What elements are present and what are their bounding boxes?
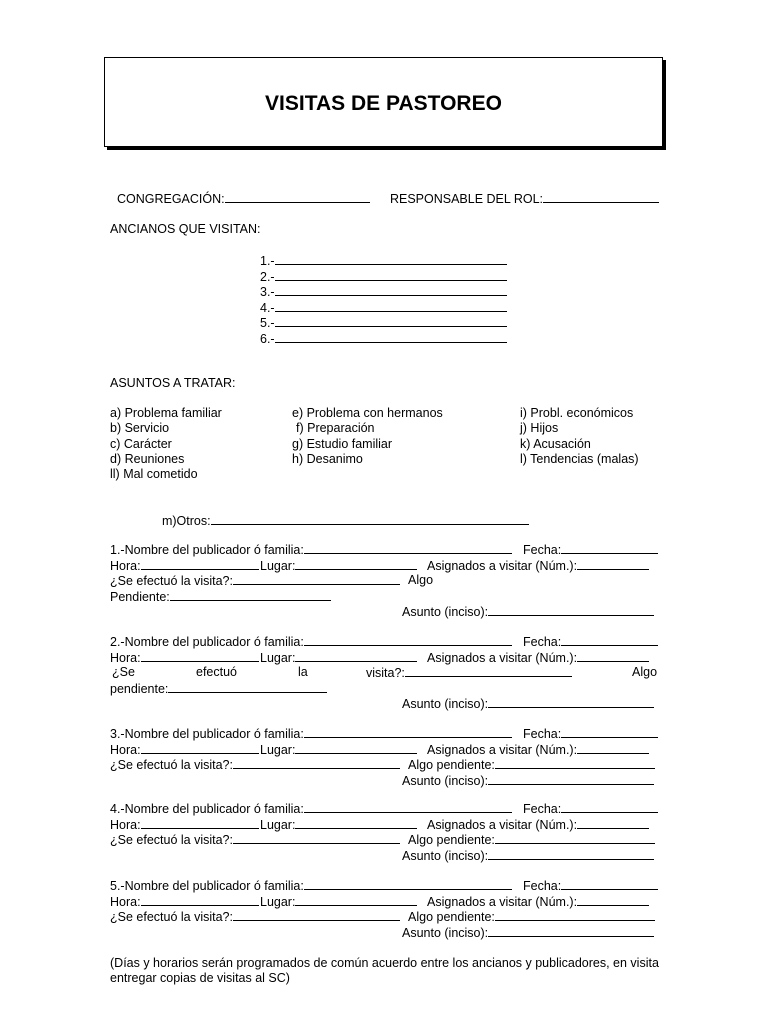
congregacion-field[interactable] (110, 176, 370, 207)
visit-efectuo-field[interactable] (110, 573, 400, 589)
visit-lugar-field-blank[interactable] (295, 650, 417, 662)
visit-fecha-field-blank[interactable] (561, 878, 658, 890)
visit-algo-pendiente-field-label: Algo pendiente: (408, 910, 495, 924)
visit-hora-field[interactable] (110, 650, 259, 666)
visit-efectuo-field-label: visita?: (366, 666, 405, 680)
visit-fecha-field-blank[interactable] (561, 634, 658, 646)
visit-asunto-field[interactable] (402, 848, 654, 864)
visit-hora-field[interactable] (110, 817, 259, 833)
anciano-blank[interactable] (275, 269, 507, 281)
visit-hora-field-blank[interactable] (141, 650, 259, 662)
visit-algo-pendiente-field-blank[interactable] (495, 757, 655, 769)
visit-fecha-field[interactable] (523, 878, 658, 894)
visit-asunto-field-label: Asunto (inciso): (402, 925, 489, 940)
anciano-number: 2.- (260, 269, 275, 284)
visit-algo-pendiente-field-label: Algo pendiente: (408, 833, 495, 847)
anciano-line[interactable] (260, 331, 507, 347)
visit-lugar-field[interactable] (260, 742, 417, 758)
anciano-blank[interactable] (275, 284, 507, 296)
anciano-line[interactable] (260, 269, 507, 285)
visit-nombre-field-blank[interactable] (304, 634, 512, 646)
visit-hora-field-blank[interactable] (141, 558, 259, 570)
congregacion-label: CONGREGACIÓN: (116, 192, 225, 206)
visit-asunto-field[interactable] (402, 696, 654, 712)
visit-fecha-field-label: Fecha: (523, 727, 562, 741)
asunto-option: h) Desanimo (292, 451, 363, 466)
visit-fecha-field-label: Fecha: (523, 635, 562, 649)
visit-lugar-field-label: Lugar: (260, 650, 296, 665)
visit-hora-field-blank[interactable] (141, 817, 259, 829)
visit-hora-field[interactable] (110, 894, 259, 910)
visit-asunto-field[interactable] (402, 925, 654, 941)
visit-efectuo-field-blank[interactable] (405, 665, 572, 677)
visit-nombre-field[interactable] (110, 542, 512, 558)
visit-nombre-field[interactable] (110, 726, 512, 742)
visit-lugar-field-blank[interactable] (295, 558, 417, 570)
visit-efectuo-field-blank[interactable] (233, 909, 400, 921)
visit-lugar-field-label: Lugar: (260, 817, 296, 832)
asunto-option: e) Problema con hermanos (292, 406, 443, 420)
visit-la-word: la (298, 665, 308, 679)
visit-fecha-field-label: Fecha: (523, 802, 562, 816)
visit-asunto-field-label: Asunto (inciso): (402, 605, 489, 619)
visit-asignados-field[interactable] (427, 817, 649, 833)
footer-note: (Días y horarios serán programados de común acuerdo entre los ancianos y publicadores, en visita entregar copias de visitas al SC) (110, 956, 659, 985)
visit-efectuo-word: efectuó (196, 665, 238, 679)
visit-asignados-field[interactable] (427, 894, 649, 910)
visit-efectuo-field-blank[interactable] (233, 757, 400, 769)
visit-hora-field[interactable] (110, 558, 259, 574)
anciano-blank[interactable] (275, 315, 507, 327)
asunto-option: d) Reuniones (110, 451, 185, 466)
asunto-option: g) Estudio familiar (292, 436, 393, 451)
visit-asignados-field-blank[interactable] (577, 558, 649, 570)
visit-fecha-field[interactable] (523, 542, 658, 558)
ancianos-label: ANCIANOS QUE VISITAN: (110, 222, 261, 236)
otros-label: m)Otros: (161, 514, 211, 528)
visit-fecha-field[interactable] (523, 801, 658, 817)
visit-algo-label: Algo (408, 573, 434, 587)
visit-efectuo-field[interactable] (366, 665, 572, 681)
visit-pendiente-field-label: pendiente: (110, 681, 169, 696)
visit-fecha-field-blank[interactable] (561, 726, 658, 738)
anciano-line[interactable] (260, 315, 507, 331)
asunto-option: ll) Mal cometido (110, 467, 198, 482)
anciano-line[interactable] (260, 253, 507, 269)
visit-asignados-field-label: Asignados a visitar (Núm.): (427, 817, 578, 832)
visit-asignados-field-blank[interactable] (577, 817, 649, 829)
visit-algo-label: Algo (632, 665, 658, 679)
visit-efectuo-field-label: ¿Se efectuó la visita?: (110, 833, 233, 847)
visit-algo-pendiente-field[interactable] (408, 832, 655, 848)
visit-lugar-field-blank[interactable] (295, 817, 417, 829)
visit-asunto-field-blank[interactable] (488, 848, 654, 860)
visit-pendiente-field[interactable] (110, 589, 331, 605)
visit-efectuo-field[interactable] (110, 757, 400, 773)
visit-asunto-field[interactable] (402, 604, 654, 620)
visit-efectuo-field-label: ¿Se efectuó la visita?: (110, 758, 233, 772)
anciano-number: 4.- (260, 300, 275, 315)
visit-nombre-field-number: 4 (110, 802, 117, 816)
anciano-blank[interactable] (275, 331, 507, 343)
anciano-line[interactable] (260, 284, 507, 300)
page-title: VISITAS DE PASTOREO (265, 92, 502, 115)
visit-efectuo-field-blank[interactable] (233, 573, 400, 585)
visit-nombre-field-number: 1 (110, 543, 117, 557)
visit-hora-field-label: Hora: (110, 817, 141, 832)
visit-nombre-field-number: 3 (110, 727, 117, 741)
visit-nombre-field-label: .-Nombre del publicador ó familia: (116, 543, 304, 557)
otros-field[interactable] (155, 498, 529, 529)
visit-asunto-field-label: Asunto (inciso): (402, 848, 489, 863)
visit-asignados-field-blank[interactable] (577, 894, 649, 906)
anciano-blank[interactable] (275, 300, 507, 312)
visit-fecha-field-blank[interactable] (561, 801, 658, 813)
anciano-number: 3.- (260, 285, 275, 299)
visit-hora-field-label: Hora: (110, 558, 141, 573)
visit-fecha-field[interactable] (523, 726, 658, 742)
visit-pendiente-field-label: Pendiente: (110, 589, 170, 604)
otros-blank[interactable] (211, 513, 529, 525)
asunto-option: b) Servicio (110, 421, 170, 436)
visit-asunto-field-blank[interactable] (488, 696, 654, 708)
responsable-field[interactable] (383, 176, 659, 207)
visit-hora-field-blank[interactable] (141, 894, 259, 906)
visit-lugar-field[interactable] (260, 894, 417, 910)
asunto-option: c) Carácter (110, 436, 172, 451)
visit-nombre-field-number: 2 (110, 635, 117, 649)
visit-fecha-field-label: Fecha: (523, 543, 562, 557)
anciano-line[interactable] (260, 300, 507, 316)
anciano-number: 5.- (260, 316, 275, 330)
asunto-option: i) Probl. económicos (520, 406, 634, 420)
visit-nombre-field-label: .-Nombre del publicador ó familia: (116, 879, 304, 893)
visit-efectuo-field-blank[interactable] (233, 832, 400, 844)
visit-algo-pendiente-field-label: Algo pendiente: (408, 758, 495, 772)
responsable-blank[interactable] (543, 191, 659, 203)
visit-asunto-field-blank[interactable] (488, 773, 654, 785)
visit-lugar-field[interactable] (260, 558, 417, 574)
visit-lugar-field-label: Lugar: (260, 558, 296, 573)
visit-hora-field-blank[interactable] (141, 742, 259, 754)
visit-asignados-field-label: Asignados a visitar (Núm.): (427, 650, 578, 665)
visit-asignados-field[interactable] (427, 558, 649, 574)
asunto-option: a) Problema familiar (110, 406, 222, 420)
visit-nombre-field[interactable] (110, 878, 512, 894)
visit-pendiente-field-blank[interactable] (170, 589, 331, 601)
visit-asignados-field[interactable] (427, 742, 649, 758)
responsable-label: RESPONSABLE DEL ROL: (389, 192, 544, 206)
visit-algo-pendiente-field-blank[interactable] (495, 909, 655, 921)
visit-asunto-field-blank[interactable] (488, 604, 654, 616)
visit-lugar-field-label: Lugar: (260, 894, 296, 909)
anciano-number: 6.- (260, 331, 275, 346)
asunto-option: k) Acusación (520, 436, 591, 451)
visit-fecha-field-label: Fecha: (523, 879, 562, 893)
visit-asignados-field-label: Asignados a visitar (Núm.): (427, 894, 578, 909)
visit-hora-field-label: Hora: (110, 894, 141, 909)
visit-lugar-field-label: Lugar: (260, 742, 296, 757)
visit-asunto-field[interactable] (402, 773, 654, 789)
visit-asignados-field-label: Asignados a visitar (Núm.): (427, 742, 578, 757)
anciano-number: 1.- (260, 254, 275, 268)
visit-nombre-field[interactable] (110, 801, 512, 817)
visit-hora-field[interactable] (110, 742, 259, 758)
visit-lugar-field-blank[interactable] (295, 894, 417, 906)
visit-nombre-field[interactable] (110, 634, 512, 650)
anciano-blank[interactable] (275, 253, 507, 265)
visit-nombre-field-blank[interactable] (304, 542, 512, 554)
visit-efectuo-field[interactable] (110, 909, 400, 925)
congregacion-blank[interactable] (225, 191, 370, 203)
visit-asunto-field-blank[interactable] (488, 925, 654, 937)
visit-nombre-field-label: .-Nombre del publicador ó familia: (116, 635, 304, 649)
visit-nombre-field-label: .-Nombre del publicador ó familia: (116, 727, 304, 741)
asuntos-label: ASUNTOS A TRATAR: (110, 376, 236, 390)
visit-fecha-field[interactable] (523, 634, 658, 650)
visit-nombre-field-blank[interactable] (304, 726, 512, 738)
visit-algo-pendiente-field[interactable] (408, 909, 655, 925)
visit-asignados-field-label: Asignados a visitar (Núm.): (427, 558, 578, 573)
visit-asignados-field-blank[interactable] (577, 650, 649, 662)
visit-pendiente-field[interactable] (110, 681, 327, 697)
visit-nombre-field-number: 5 (110, 879, 117, 893)
asunto-option: j) Hijos (520, 421, 559, 436)
visit-asignados-field-blank[interactable] (577, 742, 649, 754)
visit-hora-field-label: Hora: (110, 650, 141, 665)
asunto-option: f) Preparación (296, 421, 375, 436)
visit-fecha-field-blank[interactable] (561, 542, 658, 554)
visit-se-label: ¿Se (112, 665, 135, 679)
visit-efectuo-field-label: ¿Se efectuó la visita?: (110, 910, 233, 924)
visit-algo-pendiente-field-blank[interactable] (495, 832, 655, 844)
visit-pendiente-field-blank[interactable] (168, 681, 327, 693)
visit-nombre-field-blank[interactable] (304, 801, 512, 813)
asunto-option: l) Tendencias (malas) (520, 451, 639, 466)
visit-algo-pendiente-field[interactable] (408, 757, 655, 773)
visit-hora-field-label: Hora: (110, 742, 141, 757)
visit-lugar-field[interactable] (260, 650, 417, 666)
visit-asignados-field[interactable] (427, 650, 649, 666)
title-box (104, 57, 663, 147)
visit-nombre-field-label: .-Nombre del publicador ó familia: (116, 802, 304, 816)
visit-asunto-field-label: Asunto (inciso): (402, 773, 489, 788)
visit-efectuo-field[interactable] (110, 832, 400, 848)
visit-lugar-field[interactable] (260, 817, 417, 833)
visit-lugar-field-blank[interactable] (295, 742, 417, 754)
visit-efectuo-field-label: ¿Se efectuó la visita?: (110, 574, 233, 588)
visit-asunto-field-label: Asunto (inciso): (402, 697, 489, 711)
visit-nombre-field-blank[interactable] (304, 878, 512, 890)
